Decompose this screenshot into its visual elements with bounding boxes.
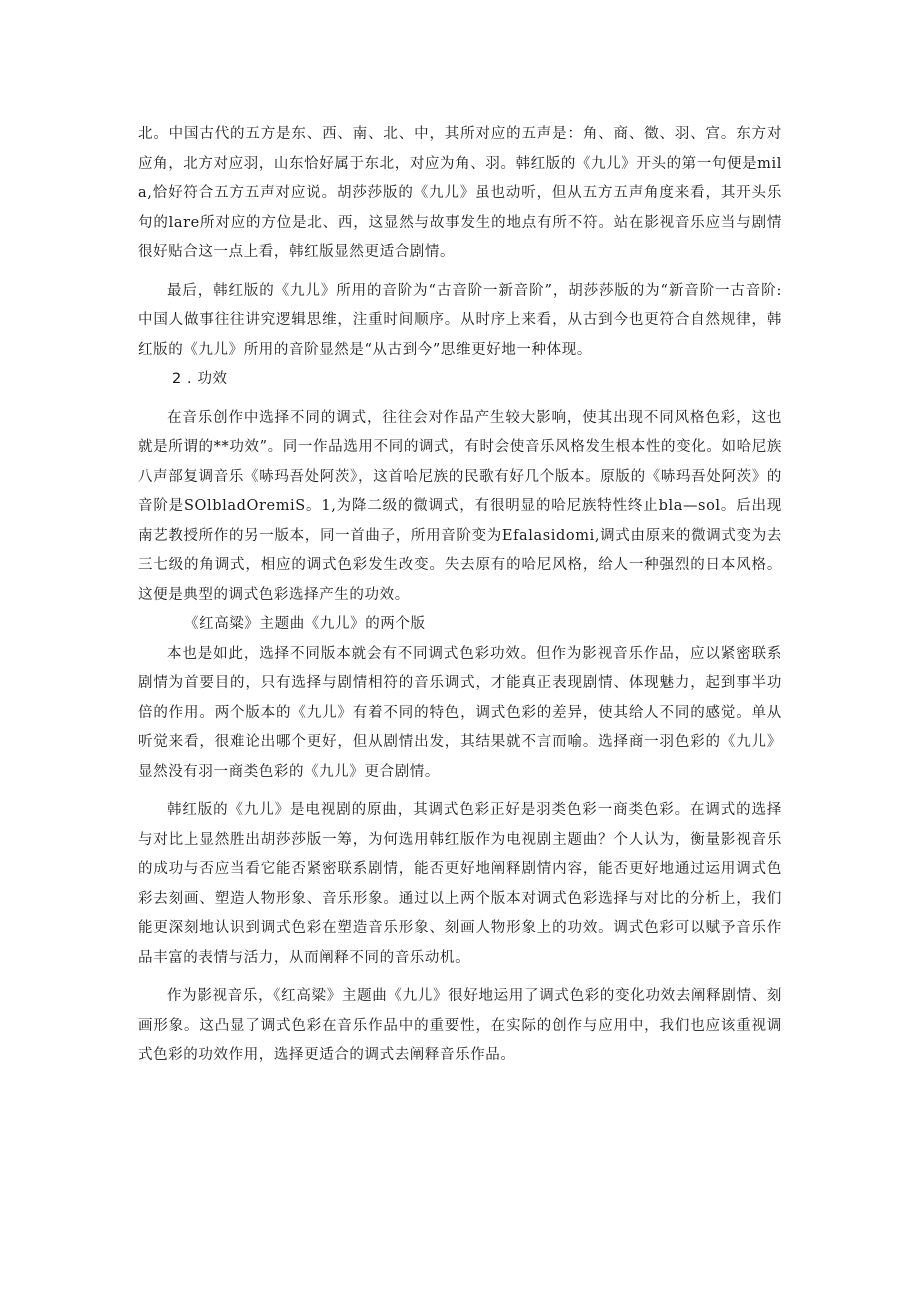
paragraph-mode-effect: 在音乐创作中选择不同的调式，往往会对作品产生较大影响，使其出现不同风格色彩，这也就是所谓的**功效”。同一作品选用不同的调式，有时会使音乐风格发生根本性的变化。如哈尼族八声部复调音乐《哧玛吾处阿茨》，这首哈尼族的民歌有好几个版本。原版的《哧玛吾处阿茨》的音阶是SOlbladOremiS。1,为降二级的微调式，有很明显的哈尼族特性终止bla—sol。后出现南艺教授所作的另一版本，同一首曲子，所用音阶变为Efalasidomi,调式由原来的微调式变为去三七级的角调式，相应的调式色彩发生改变。失去原有的哈尼风格，给人一种强烈的日本风格。这便是典型的调式色彩选择产生的功效。 [138, 409, 782, 603]
paragraph-conclusion: 作为影视音乐，《红高粱》主题曲《九儿》很好地运用了调式色彩的变化功效去阐释剧情、刻画形象。这凸显了调式色彩在音乐作品中的重要性，在实际的创作与应用中，我们也应该重视调式色彩的功效作用，选择更适合的调式去阐释音乐作品。 [138, 988, 782, 1063]
paragraph-version-choice: 本也是如此，选择不同版本就会有不同调式色彩功效。但作为影视音乐作品，应以紧密联系剧情为首要目的，只有选择与剧情相符的音乐调式，才能真正表现剧情、体现魅力，起到事半功倍的作用。两个版本的《九儿》有着不同的特色，调式色彩的差异，使其给人不同的感觉。单从听觉来看，很难论出哪个更好，但从剧情出发，其结果就不言而喻。选择商一羽色彩的《九儿》显然没有羽一商类色彩的《九儿》更合剧情。 [138, 645, 782, 780]
paragraph-hanhong-version: 韩红版的《九儿》是电视剧的原曲，其调式色彩正好是羽类色彩一商类色彩。在调式的选择与对比上显然胜出胡莎莎版一筹，为何选用韩红版作为电视剧主题曲？个人认为，衡量影视音乐的成功与否应当看它能否紧密联系剧情，能否更好地阐释剧情内容，能否更好地通过运用调式色彩去刻画、塑造人物形象、音乐形象。通过以上两个版本对调式色彩选择与对比的分析上，我们能更深刻地认识到调式色彩在塑造音乐形象、刻画人物形象上的功效。调式色彩可以赋予音乐作品丰富的表情与活力，从而阐释不同的音乐动机。 [138, 802, 782, 966]
section-heading-function: 2 . 功效 [172, 371, 228, 387]
document-page [138, 120, 782, 1071]
paragraph-scales: 最后，韩红版的《九儿》所用的音阶为“古音阶一新音阶”，胡莎莎版的为“新音阶一古音阶:中国人做事往往讲究逻辑思维，注重时间顺序。从时序上来看，从古到今也更符合自然规律，韩红版的《九儿》所用的音阶显然是“从古到今”思维更好地一种体现。 [138, 282, 782, 358]
paragraph-five-directions: 北。中国古代的五方是东、西、南、北、中，其所对应的五声是：角、商、徵、羽、宫。东方对应角，北方对应羽，山东恰好属于东北，对应为角、羽。韩红版的《九儿》开头的第一句便是mila,恰好符合五方五声对应说。胡莎莎版的《九儿》虽也动听，但从五方五声角度来看，其开头乐句的lare所对应的方位是北、西，这显然与故事发生的地点有所不符。站在影视音乐应当与剧情很好贴合这一点上看，韩红版显然更适合剧情。 [138, 126, 782, 260]
subheading-two-versions: 《红高粱》主题曲《九儿》的两个版 [184, 616, 426, 632]
